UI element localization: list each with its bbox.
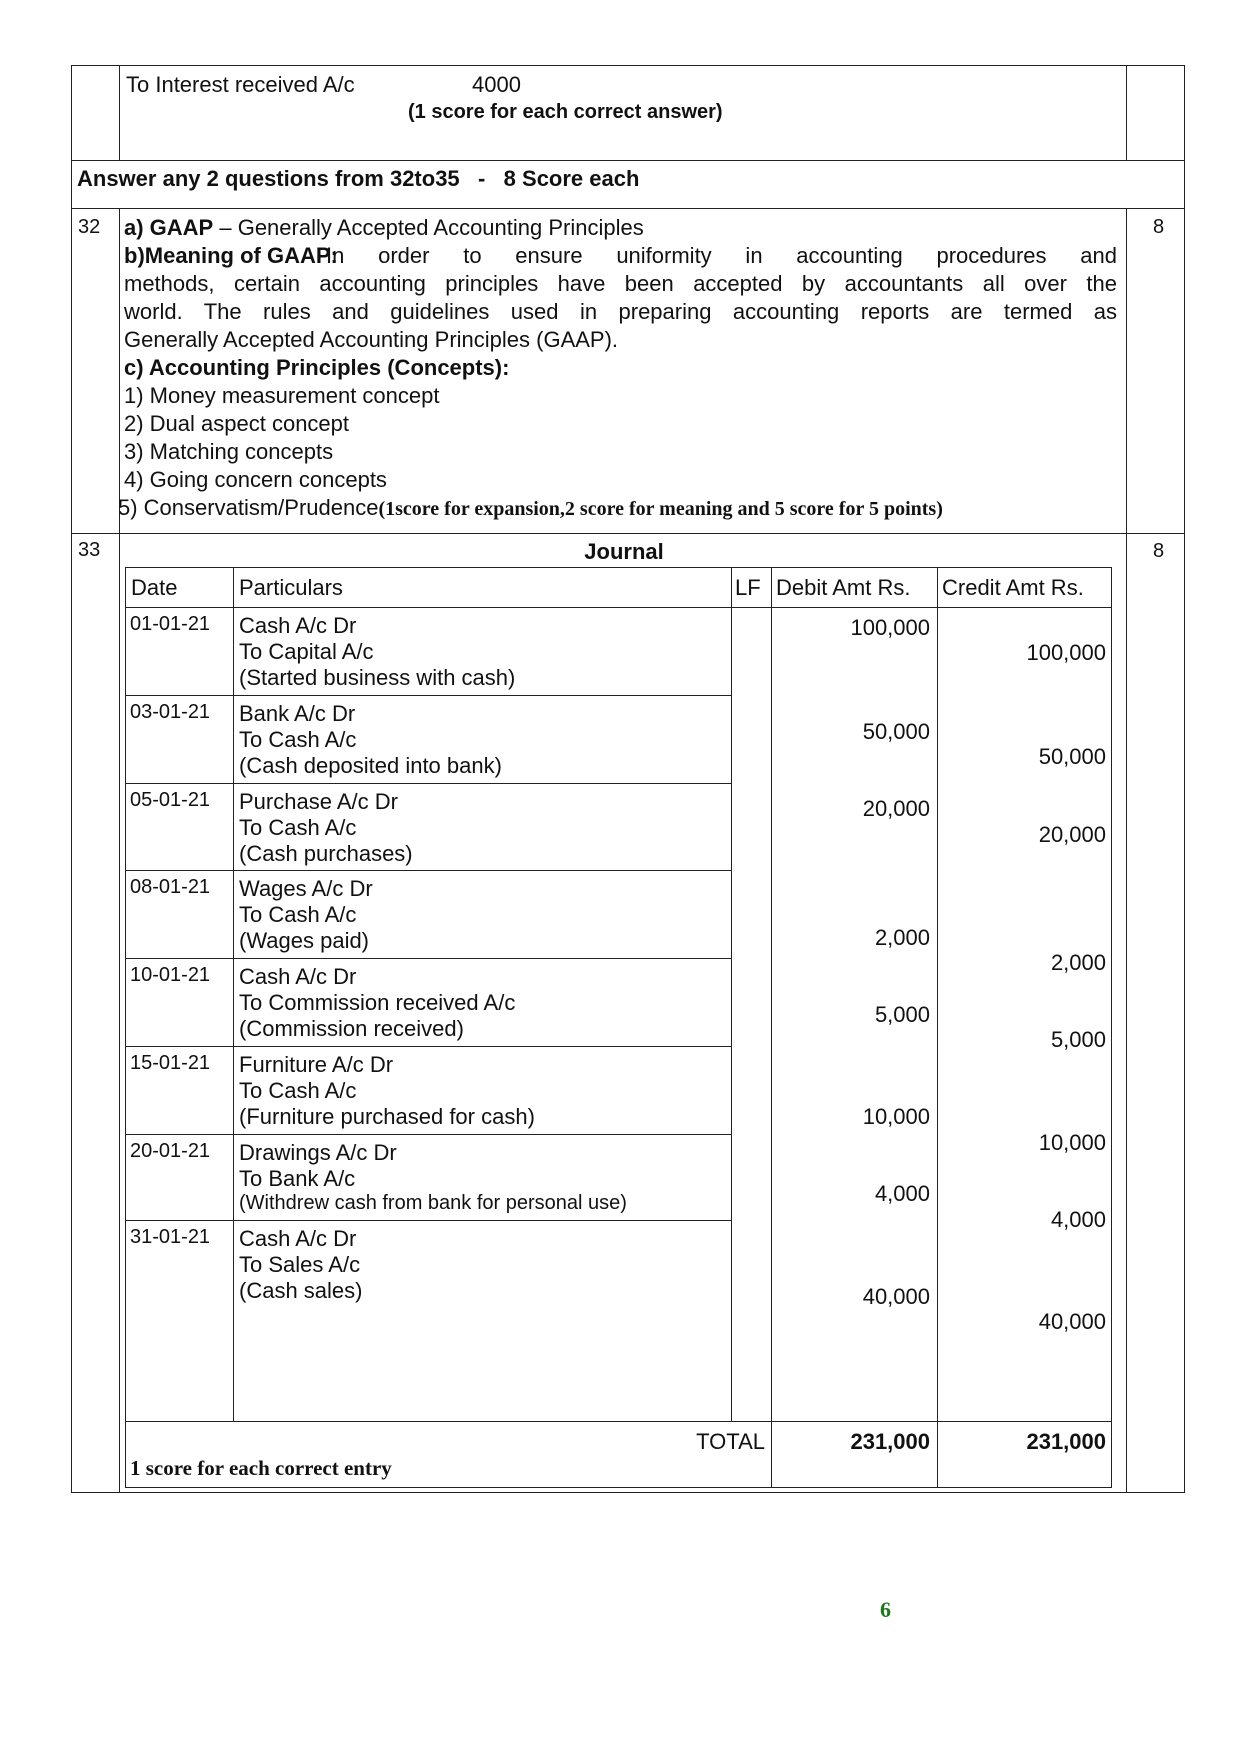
entry-narration: (Cash sales) [239, 1278, 363, 1303]
meaning-line-2: methods, certain accounting principles have been accepted by accountants all over the [124, 271, 1117, 296]
row-divider-1 [71, 160, 1185, 161]
row-divider-3 [71, 533, 1185, 534]
entry-debit-account: Purchase A/c Dr [239, 789, 398, 814]
meaning-line-4: Generally Accepted Accounting Principles (GAAP). [124, 327, 619, 352]
gaap-expansion: – Generally Accepted Accounting Principles [213, 215, 644, 240]
entry-date: 20-01-21 [130, 1140, 211, 1162]
entry-date: 08-01-21 [130, 876, 211, 898]
page-number: 6 [880, 1597, 891, 1622]
total-debit: 231,000 [850, 1429, 930, 1454]
entry-date: 01-01-21 [130, 613, 211, 635]
entry-credit-amount: 40,000 [1038, 1309, 1106, 1334]
entry-debit-account: Drawings A/c Dr [239, 1140, 397, 1165]
principle-3: 3) Matching concepts [124, 439, 334, 464]
entry-debit-account: Bank A/c Dr [239, 701, 356, 726]
entry-divider [125, 870, 731, 871]
entry-date: 03-01-21 [130, 701, 211, 723]
entry-narration: (Cash purchases) [239, 841, 413, 866]
principles-heading: c) Accounting Principles (Concepts): [124, 355, 510, 380]
entry-narration: (Commission received) [239, 1016, 464, 1041]
section-heading: Answer any 2 questions from 32to35 - 8 Score each [77, 166, 640, 191]
entry-date: 05-01-21 [130, 789, 211, 811]
entry-credit-account: To Bank A/c [239, 1166, 356, 1191]
header-date: Date [131, 575, 178, 600]
journal-footnote: 1 score for each correct entry [130, 1456, 392, 1480]
entry-debit-amount: 2,000 [874, 925, 930, 950]
score-col-divider-top [1126, 65, 1127, 160]
num-col-divider-top [119, 65, 120, 160]
score-note: (1 score for each correct answer) [408, 101, 723, 123]
meaning-line-3: world. The rules and guidelines used in preparing accounting reports are termed as [124, 299, 1117, 324]
entry-credit-amount: 50,000 [1038, 744, 1106, 769]
q33-number: 33 [78, 539, 101, 561]
total-credit: 231,000 [1026, 1429, 1106, 1454]
entry-divider [125, 1220, 731, 1221]
lf-col-divider [771, 567, 772, 1488]
journal-table [125, 567, 1112, 1488]
entry-divider [125, 958, 731, 959]
entry-credit-amount: 2,000 [1050, 950, 1106, 975]
meaning-line-1: In order to ensure uniformity in accounting procedures and [326, 243, 1117, 268]
journal-title: Journal [584, 539, 664, 564]
entry-debit-amount: 100,000 [850, 615, 930, 640]
entry-credit-account: To Cash A/c [239, 1078, 357, 1103]
gaap-label: a) GAAP [124, 215, 214, 240]
entry-narration: (Wages paid) [239, 928, 370, 953]
entry-debit-amount: 4,000 [874, 1181, 930, 1206]
entry-debit-account: Cash A/c Dr [239, 964, 357, 989]
entry-divider [125, 1046, 731, 1047]
row-divider-2 [71, 208, 1185, 209]
entry-credit-amount: 10,000 [1038, 1130, 1106, 1155]
entry-debit-account: Cash A/c Dr [239, 613, 357, 638]
entry-debit-amount: 20,000 [862, 796, 930, 821]
principle-1: 1) Money measurement concept [124, 383, 440, 408]
entry-date: 10-01-21 [130, 964, 211, 986]
header-debit: Debit Amt Rs. [776, 575, 911, 600]
journal-total-divider [125, 1421, 1112, 1422]
entry-date: 31-01-21 [130, 1226, 211, 1248]
entry-credit-account: To Cash A/c [239, 902, 357, 927]
entry-credit-amount: 100,000 [1026, 640, 1106, 665]
interest-line: To Interest received A/c [126, 72, 355, 97]
num-col-divider [119, 208, 120, 1493]
debit-col-divider [937, 567, 938, 1488]
principle-5-text: 5) Conservatism/Prudence [118, 495, 379, 520]
entry-narration: (Furniture purchased for cash) [239, 1104, 535, 1129]
principle-5 [118, 495, 943, 521]
q33-score: 8 [1153, 540, 1165, 562]
q32-part-a [124, 215, 644, 241]
entry-credit-account: To Cash A/c [239, 727, 357, 752]
entry-divider [125, 695, 731, 696]
entry-credit-account: To Commission received A/c [239, 990, 516, 1015]
entry-date: 15-01-21 [130, 1052, 211, 1074]
journal-header-divider [125, 607, 1112, 608]
particulars-col-divider [731, 567, 732, 1421]
entry-credit-account: To Capital A/c [239, 639, 374, 664]
entry-credit-account: To Cash A/c [239, 815, 357, 840]
entry-narration: (Started business with cash) [239, 665, 516, 690]
q32-score: 8 [1153, 216, 1165, 238]
principle-5-note: (1score for expansion,2 score for meaning and 5 score for 5 points) [378, 498, 943, 520]
entry-debit-account: Wages A/c Dr [239, 876, 373, 901]
q32-number: 32 [78, 216, 101, 238]
entry-debit-amount: 50,000 [862, 719, 930, 744]
header-credit: Credit Amt Rs. [942, 575, 1084, 600]
entry-debit-account: Furniture A/c Dr [239, 1052, 394, 1077]
entry-credit-amount: 5,000 [1050, 1027, 1106, 1052]
entry-debit-account: Cash A/c Dr [239, 1226, 357, 1251]
entry-narration: (Cash deposited into bank) [239, 753, 502, 778]
header-particulars: Particulars [239, 575, 343, 600]
total-label: TOTAL [696, 1429, 765, 1454]
entry-divider [125, 783, 731, 784]
interest-amount: 4000 [472, 72, 521, 97]
score-col-divider [1126, 208, 1127, 1493]
principle-2: 2) Dual aspect concept [124, 411, 350, 436]
entry-credit-amount: 20,000 [1038, 822, 1106, 847]
entry-narration: (Withdrew cash from bank for personal use) [239, 1192, 627, 1214]
principle-4: 4) Going concern concepts [124, 467, 387, 492]
entry-credit-amount: 4,000 [1050, 1207, 1106, 1232]
header-lf: LF [735, 575, 761, 600]
entry-credit-account: To Sales A/c [239, 1252, 361, 1277]
entry-divider [125, 1134, 731, 1135]
entry-debit-amount: 10,000 [862, 1104, 930, 1129]
entry-debit-amount: 5,000 [874, 1002, 930, 1027]
entry-debit-amount: 40,000 [862, 1284, 930, 1309]
meaning-label: b)Meaning of GAAP: [124, 243, 338, 268]
